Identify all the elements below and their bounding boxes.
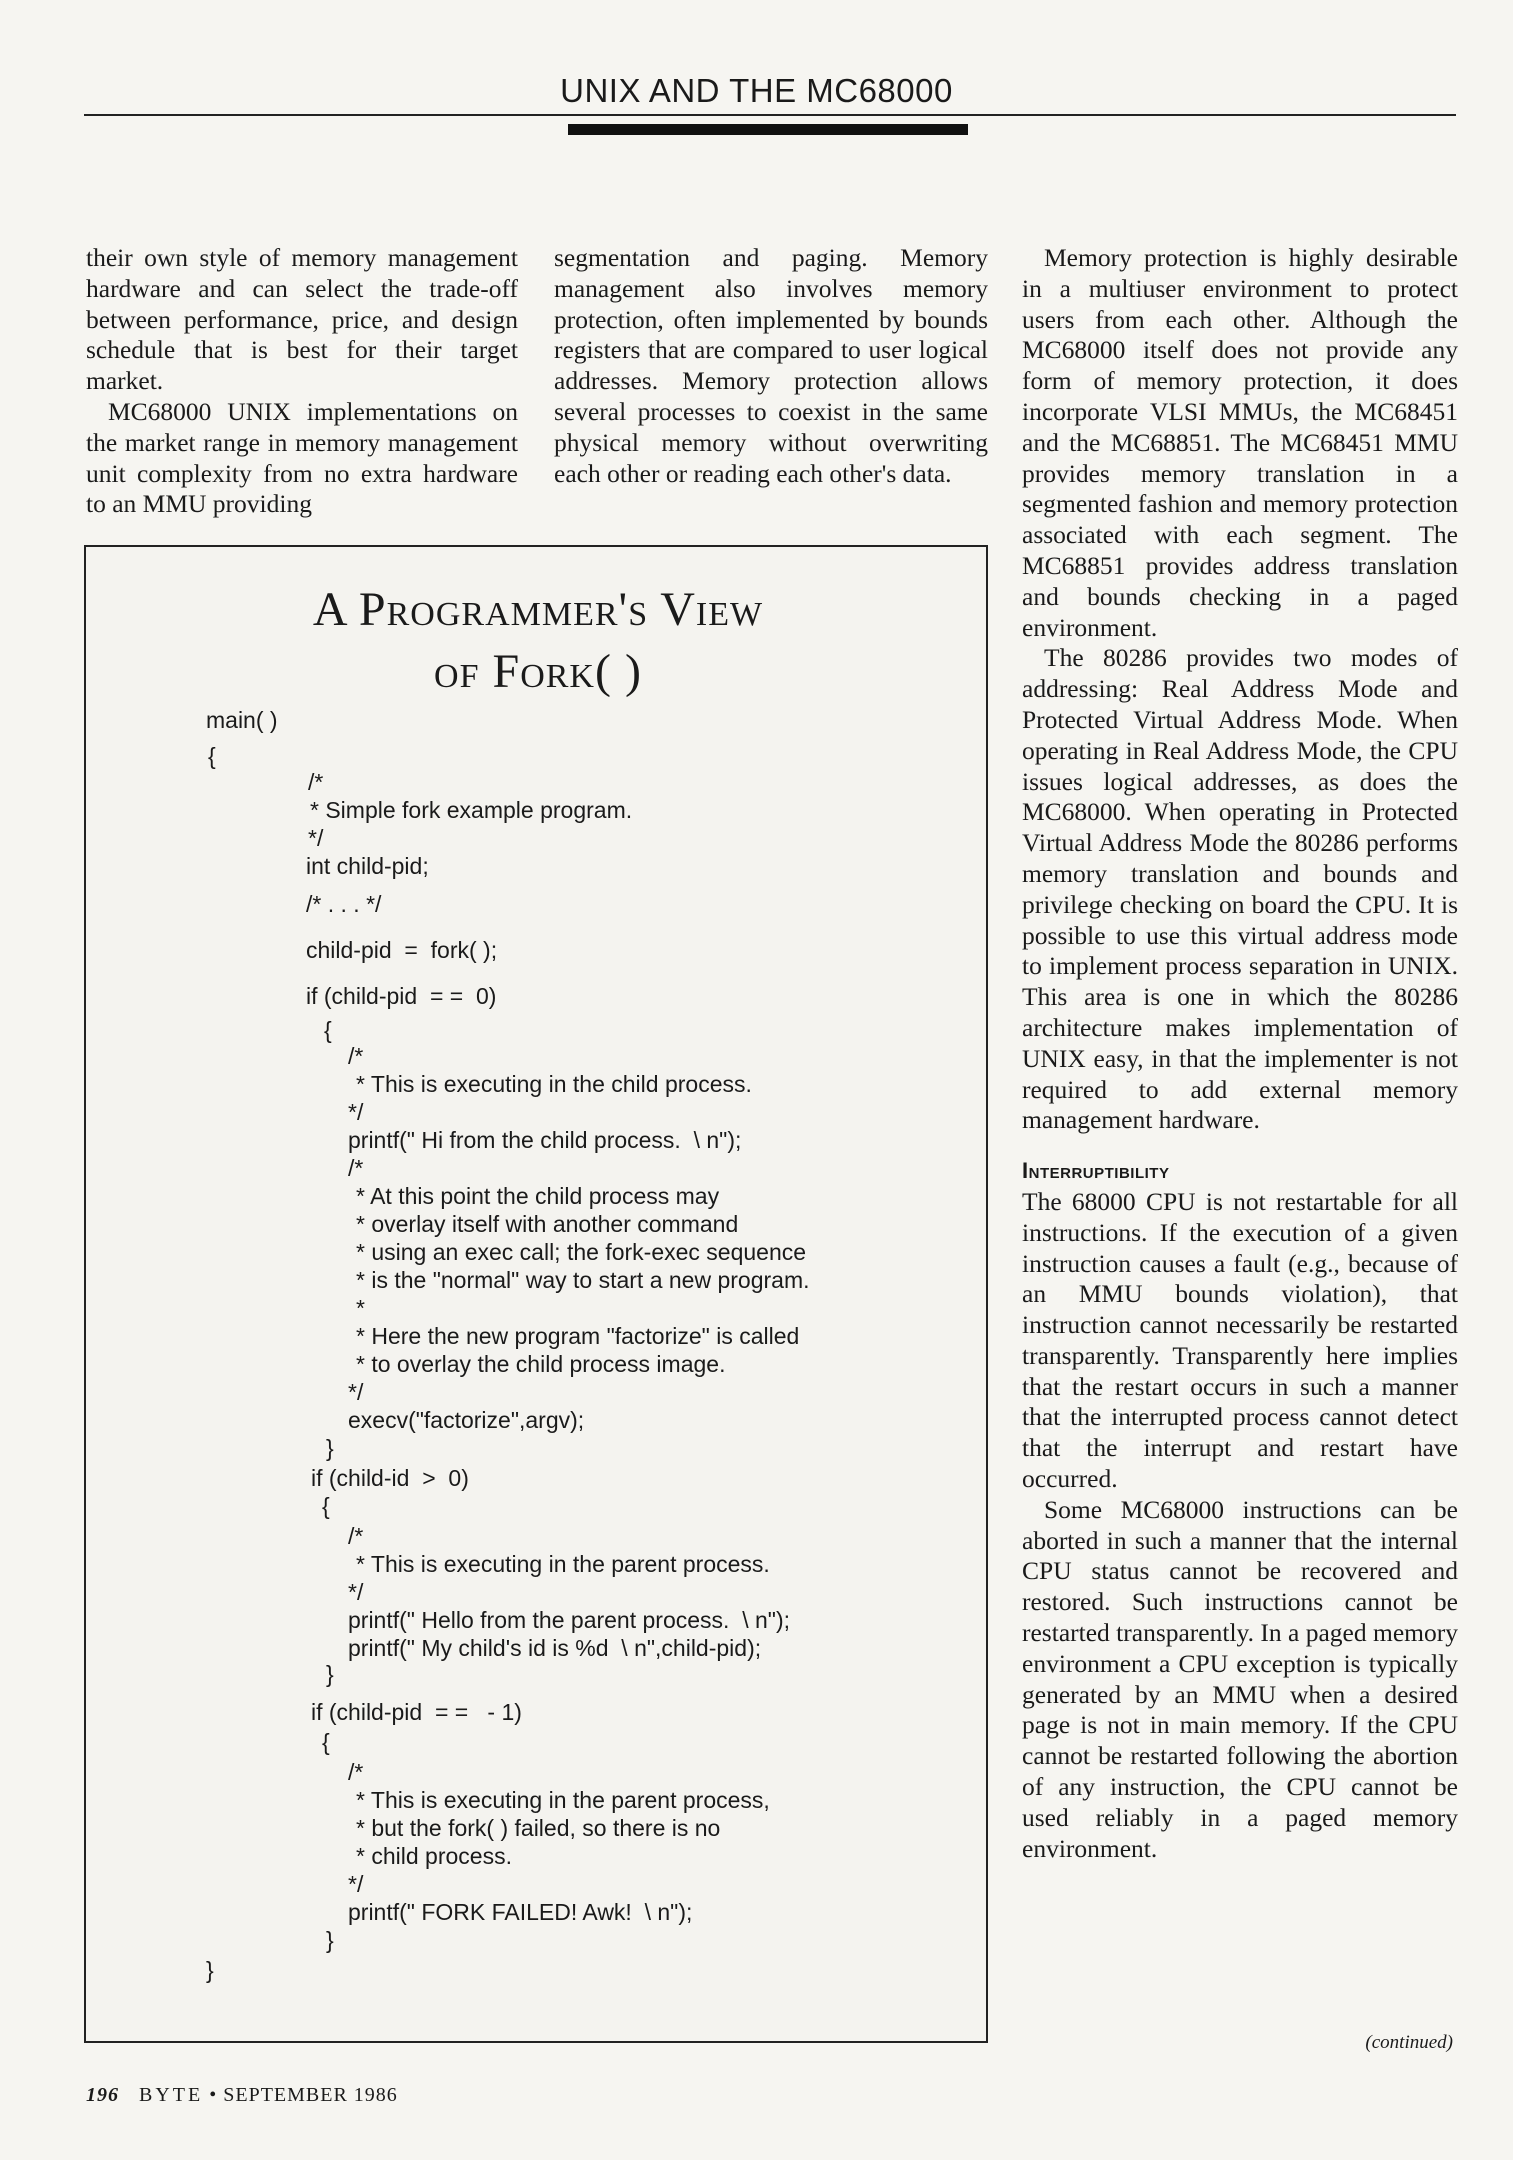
code-line: /* — [348, 1759, 364, 1785]
code-line: } — [206, 1957, 214, 1983]
paragraph: Memory protection is highly desirable in a multiuser environment to protect users from each other. Although the MC68000 itself does not provide any form of memory protection, it does incorporate VLSI MMUs, the MC68451 and the MC68851. The MC68451 MMU provides memory translation in a segmented fashion and memory protection associated with each segment. The MC68851 provides address translation and bounds checking in a paged environment. — [1022, 243, 1458, 642]
code-line: * using an exec call; the fork-exec sequence — [356, 1239, 807, 1265]
paragraph: The 68000 CPU is not restartable for all instructions. If the execution of a given instruction causes a fault (e.g., because of an MMU bounds violation), that instruction cannot necessarily be restarted transparently. Transparently here implies that the restart occurs in such a manner that the interrupted process cannot detect that the interrupt and restart have occurred. — [1022, 1186, 1458, 1494]
footer-separator: • — [209, 2084, 218, 2106]
paragraph: The 80286 provides two modes of addressing: Real Address Mode and Protected Virtual Address Mode. When operating in Real Address Mode, the CPU issues logical addresses, as does the MC68000. When operating in Protected Virtual Address Mode the 80286 performs memory translation and bounds and privilege checking on board the CPU. It is possible to use this virtual address mode to implement process separation in UNIX. This area is one in which the 80286 architecture makes implementation of UNIX easy, in that the implementer is not required to add external memory management hardware. — [1022, 643, 1458, 1135]
code-line: * This is executing in the child process. — [356, 1071, 752, 1097]
paragraph: their own style of memory management hardware and can select the trade-off between performance, price, and design schedule that is best for their target market. — [86, 243, 518, 396]
code-line: /* — [308, 769, 324, 795]
header-rule — [84, 114, 1456, 116]
column-1 — [86, 243, 518, 520]
sidebar-title-line-2: of Fork( ) — [434, 645, 642, 698]
code-line: if (child-pid = = 0) — [306, 983, 497, 1009]
code-line: { — [322, 1729, 330, 1755]
code-listing — [86, 547, 990, 2045]
code-line: main( ) — [206, 707, 278, 733]
code-line: */ — [348, 1579, 364, 1605]
running-head: UNIX AND THE MC68000 — [560, 72, 953, 109]
code-line: } — [326, 1927, 334, 1953]
code-line: child-pid = fork( ); — [306, 937, 498, 963]
code-line: */ — [348, 1379, 364, 1405]
paragraph: Some MC68000 instructions can be aborted in such a manner that the internal CPU status cannot be recovered and restored. Such instructions cannot be restarted transparently. In a paged memory environment a CPU exception is typically generated by an MMU when a desired page is not in main memory. If the CPU cannot be restarted following the abortion of any instruction, the CPU cannot be used reliably in a paged memory environment. — [1022, 1494, 1458, 1863]
section-heading: Interruptibility — [1022, 1158, 1170, 1184]
code-line: * This is executing in the parent process. — [356, 1551, 770, 1577]
code-line: * to overlay the child process image. — [356, 1351, 726, 1377]
footer — [86, 2084, 398, 2107]
code-line: * — [356, 1295, 365, 1321]
code-line: */ — [348, 1099, 364, 1125]
code-line: */ — [308, 825, 324, 851]
code-line: printf(" Hi from the child process. \ n"); — [348, 1127, 742, 1153]
paragraph: segmentation and paging. Memory management also involves memory protection, often implemented by bounds registers that are compared to user logical addresses. Memory protection allows several processes to coexist in the same physical memory without overwriting each other or reading each other's data. — [554, 243, 988, 488]
header-bar — [568, 124, 968, 135]
issue-date: SEPTEMBER 1986 — [223, 2084, 398, 2106]
column-2 — [554, 243, 988, 489]
page-number: 196 — [86, 2084, 119, 2106]
code-line: /* . . . */ — [306, 891, 382, 917]
code-line: { — [208, 743, 216, 769]
code-line: * child process. — [356, 1843, 512, 1869]
code-line: printf(" Hello from the parent process. \ n"); — [348, 1607, 790, 1633]
code-sidebar — [84, 545, 988, 2043]
code-line: * overlay itself with another command — [356, 1211, 739, 1237]
code-line: * but the fork( ) failed, so there is no — [356, 1815, 721, 1841]
magazine-name: BYTE — [139, 2084, 204, 2106]
paragraph: MC68000 UNIX implementations on the market range in memory management unit complexity from no extra hardware to an MMU providing — [86, 396, 518, 519]
code-line: /* — [348, 1155, 364, 1181]
code-line: int child-pid; — [306, 853, 429, 879]
code-line: */ — [348, 1871, 364, 1897]
code-line: /* — [348, 1523, 364, 1549]
code-line: } — [326, 1435, 334, 1461]
code-line: execv("factorize",argv); — [348, 1407, 585, 1433]
code-line: * Here the new program "factorize" is called — [356, 1323, 800, 1349]
code-line: { — [322, 1493, 330, 1519]
code-line: if (child-pid = = - 1) — [311, 1699, 522, 1725]
code-line: } — [326, 1661, 334, 1687]
code-line: * is the "normal" way to start a new program. — [356, 1267, 810, 1293]
column-3 — [1022, 243, 1458, 1864]
sidebar-title-line-1: A Programmer's View — [312, 583, 764, 636]
code-line: printf(" FORK FAILED! Awk! \ n"); — [348, 1899, 693, 1925]
code-line: * This is executing in the parent process, — [356, 1787, 770, 1813]
code-line: /* — [348, 1043, 364, 1069]
code-line: if (child-id > 0) — [311, 1465, 469, 1491]
code-line: printf(" My child's id is %d \ n",child-pid); — [348, 1635, 762, 1661]
code-line: * At this point the child process may — [356, 1183, 720, 1209]
continued-note: (continued) — [1365, 2032, 1453, 2053]
code-line: { — [324, 1017, 332, 1043]
code-line: * Simple fork example program. — [310, 797, 633, 823]
